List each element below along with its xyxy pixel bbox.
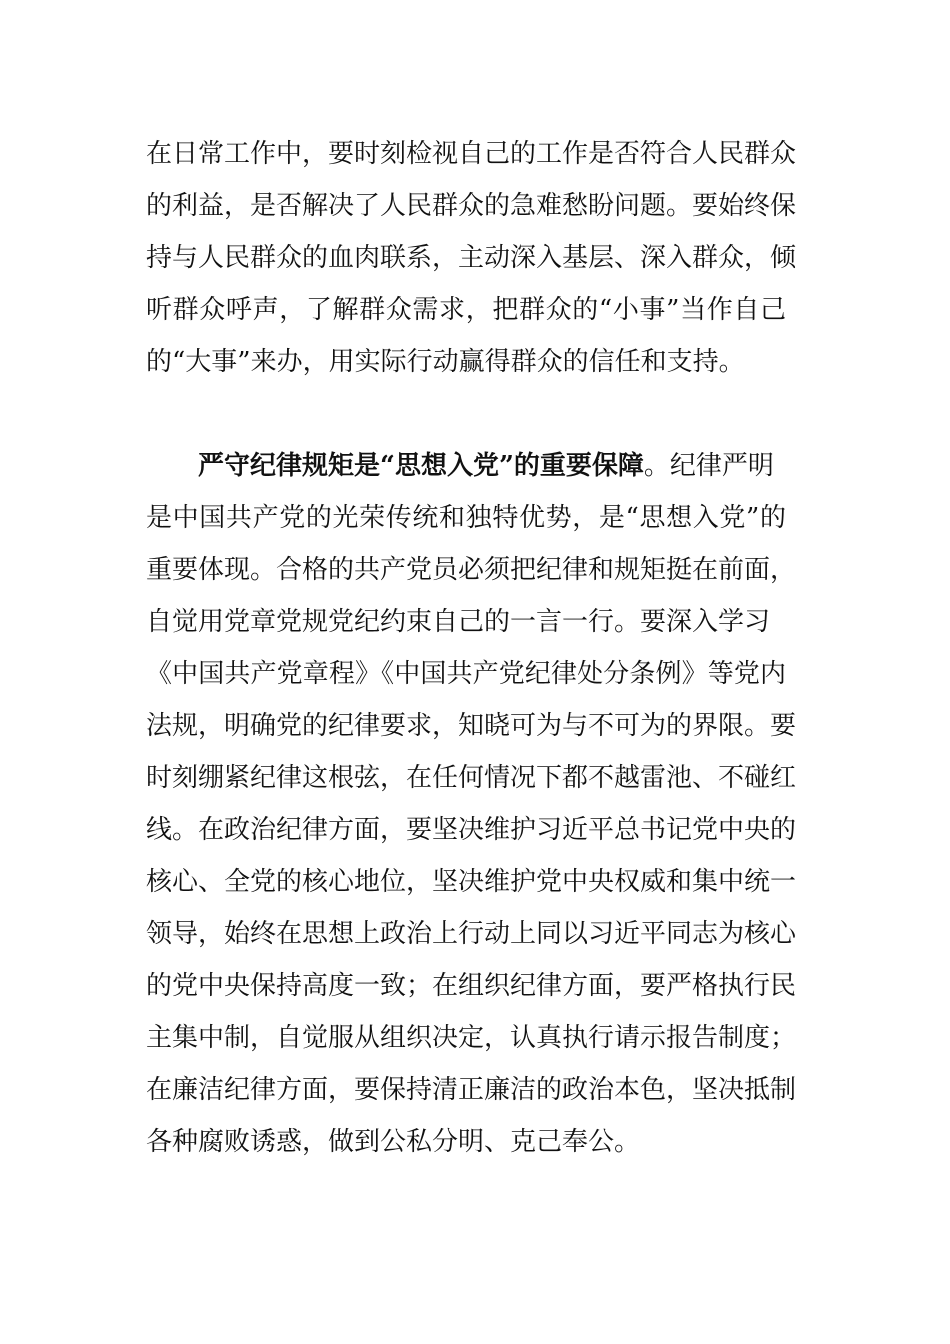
paragraph-2-line-3: 重要体现。合格的共产党员必须把纪律和规矩挺在前面， (146, 555, 797, 585)
paragraph-1 (146, 128, 797, 388)
paragraph-2 (146, 440, 797, 1168)
paragraph-1-line-3: 持与人民群众的血肉联系，主动深入基层、深入群众，倾 (146, 243, 797, 273)
paragraph-1-line-1: 在日常工作中，要时刻检视自己的工作是否符合人民群众 (146, 139, 797, 169)
paragraph-2-line-2: 是中国共产党的光荣传统和独特优势，是“思想入党”的 (146, 503, 786, 533)
paragraph-2-line-11: 的党中央保持高度一致；在组织纪律方面，要严格执行民 (146, 971, 797, 1001)
paragraph-2-line-13: 在廉洁纪律方面，要保持清正廉洁的政治本色，坚决抵制 (146, 1075, 797, 1105)
document-page (146, 128, 797, 1168)
paragraph-2-line-12: 主集中制，自觉服从组织决定，认真执行请示报告制度； (146, 1023, 797, 1053)
paragraph-1-line-5: 的“大事”来办，用实际行动赢得群众的信任和支持。 (146, 347, 745, 377)
paragraph-2-line-7: 时刻绷紧纪律这根弦，在任何情况下都不越雷池、不碰红 (146, 763, 797, 793)
paragraph-2-line-6: 法规，明确党的纪律要求，知晓可为与不可为的界限。要 (146, 711, 797, 741)
paragraph-gap (146, 388, 786, 440)
paragraph-2-line-10: 领导，始终在思想上政治上行动上同以习近平同志为核心 (146, 919, 797, 949)
paragraph-2-line-8: 线。在政治纪律方面，要坚决维护习近平总书记党中央的 (146, 815, 797, 845)
paragraph-2-line-9: 核心、全党的核心地位，坚决维护党中央权威和集中统一 (146, 867, 797, 897)
paragraph-2-line-1 (146, 440, 786, 492)
paragraph-2-line-4: 自觉用党章党规党纪约束自己的一言一行。要深入学习 (146, 607, 771, 637)
paragraph-2-first-line-rest: 。纪律严明 (643, 451, 774, 481)
paragraph-1-line-4: 听群众呼声，了解群众需求，把群众的“小事”当作自己 (146, 295, 786, 325)
paragraph-2-line-5: 《中国共产党章程》《中国共产党纪律处分条例》等党内 (146, 659, 786, 689)
paragraph-1-line-2: 的利益，是否解决了人民群众的急难愁盼问题。要始终保 (146, 191, 797, 221)
paragraph-2-line-14: 各种腐败诱惑，做到公私分明、克己奉公。 (146, 1127, 641, 1157)
paragraph-2-heading: 严守纪律规矩是“思想入党”的重要保障 (198, 451, 644, 481)
